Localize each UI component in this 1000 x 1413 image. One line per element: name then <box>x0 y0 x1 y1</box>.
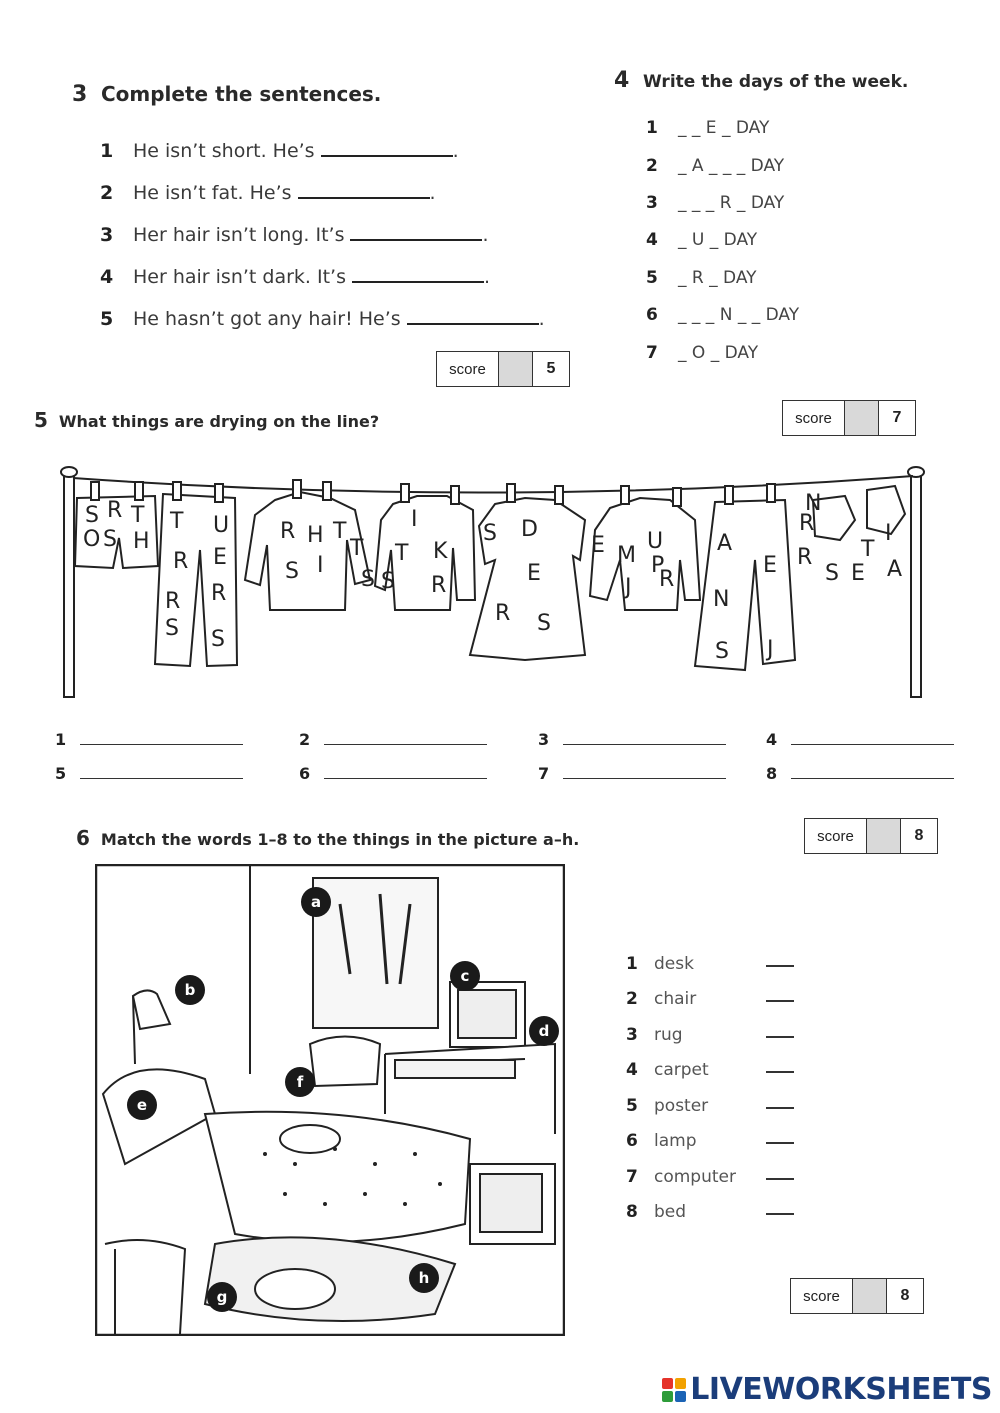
dress-item <box>470 484 585 660</box>
day-item-6[interactable]: 6 _ _ _ N _ _ DAY <box>646 305 800 325</box>
svg-text:U: U <box>647 529 664 554</box>
section-6-score-box <box>804 818 938 854</box>
day-item-1[interactable]: 1 _ _ E _ DAY <box>646 118 770 138</box>
svg-text:E: E <box>851 561 865 586</box>
answer-blank-1[interactable] <box>321 155 453 157</box>
svg-text:S: S <box>825 561 839 586</box>
answer-line-1[interactable]: 1 <box>55 730 243 749</box>
svg-text:I: I <box>885 521 892 546</box>
shorts-item <box>75 482 158 568</box>
sentence-3: 3 Her hair isn’t long. It’s . <box>100 224 489 246</box>
pole-right <box>911 472 921 697</box>
letter: S <box>103 527 117 552</box>
section-title: What things are drying on the line? <box>58 412 380 431</box>
section-3-title <box>72 82 381 107</box>
label-a: a <box>310 893 322 911</box>
answer-line-8[interactable]: 8 <box>766 764 954 783</box>
svg-text:H: H <box>307 523 324 548</box>
match-blank-2[interactable] <box>766 989 794 1002</box>
svg-text:T: T <box>350 536 364 561</box>
svg-text:D: D <box>521 517 538 542</box>
sentence-4: 4 Her hair isn’t dark. It’s . <box>100 266 491 288</box>
score-max: 7 <box>892 409 902 426</box>
svg-text:R: R <box>659 567 675 592</box>
svg-text:P: P <box>651 553 665 578</box>
answer-blank-2[interactable] <box>298 197 430 199</box>
sentence-text: Her hair isn’t long. It’s <box>133 224 345 246</box>
svg-text:T: T <box>333 519 347 544</box>
letter: R <box>107 498 123 523</box>
svg-text:R: R <box>799 511 815 536</box>
score-label: score <box>437 352 499 386</box>
section-6-title <box>76 826 579 850</box>
bedroom-picture <box>95 864 565 1336</box>
svg-text:S: S <box>285 559 299 584</box>
section-4-days <box>646 118 946 368</box>
svg-text:E: E <box>527 561 541 586</box>
svg-text:U: U <box>213 513 230 538</box>
svg-text:R: R <box>495 601 511 626</box>
answer-line-5[interactable]: 5 <box>55 764 243 783</box>
section-number: 5 <box>34 408 48 432</box>
trainers-item <box>797 486 905 586</box>
score-label: score <box>791 1279 853 1313</box>
section-5-score-box <box>782 400 916 436</box>
score-max: 8 <box>914 827 924 844</box>
section-number: 3 <box>72 82 88 107</box>
answer-line-4[interactable]: 4 <box>766 730 954 749</box>
score-label: score <box>805 819 867 853</box>
sentence-number: 1 <box>100 140 114 162</box>
sentence-5: 5 He hasn’t got any hair! He’s . <box>100 308 545 330</box>
svg-text:E: E <box>591 533 605 558</box>
svg-text:E: E <box>213 545 227 570</box>
match-item-6: 6 lamp <box>626 1131 796 1151</box>
match-blank-4[interactable] <box>766 1060 794 1073</box>
sentence-2: 2 He isn’t fat. He’s . <box>100 182 436 204</box>
sentence-1: 1 He isn’t short. He’s . <box>100 140 459 162</box>
answer-line-2[interactable]: 2 <box>299 730 487 749</box>
match-item-8: 8 bed <box>626 1202 796 1222</box>
section-3-sentences <box>100 140 570 340</box>
match-blank-7[interactable] <box>766 1167 794 1180</box>
svg-text:S: S <box>165 616 179 641</box>
answer-line-7[interactable]: 7 <box>538 764 726 783</box>
score-label: score <box>783 401 845 435</box>
label-b: b <box>184 981 196 999</box>
sentence-number: 2 <box>100 182 114 204</box>
answer-line-3[interactable]: 3 <box>538 730 726 749</box>
match-item-5: 5 poster <box>626 1096 796 1116</box>
jeans-item <box>695 484 795 670</box>
svg-text:S: S <box>381 569 395 594</box>
svg-text:M: M <box>617 543 636 568</box>
svg-text:J: J <box>625 575 632 600</box>
svg-text:S: S <box>537 611 551 636</box>
svg-text:A: A <box>887 557 903 582</box>
brand-name: LIVEWORKSHEETS <box>690 1372 992 1407</box>
answer-line-6[interactable]: 6 <box>299 764 487 783</box>
section-number: 4 <box>614 68 630 93</box>
svg-text:N: N <box>805 491 822 516</box>
tshirt-item <box>349 484 475 610</box>
match-item-7: 7 computer <box>626 1167 796 1187</box>
match-item-3: 3 rug <box>626 1025 796 1045</box>
letter: O <box>83 527 101 552</box>
sentence-text: He isn’t short. He’s <box>133 140 315 162</box>
answer-blank-4[interactable] <box>352 281 484 283</box>
section-5-title <box>34 408 379 432</box>
svg-text:E: E <box>763 553 777 578</box>
section-4-title <box>614 68 908 93</box>
svg-text:N: N <box>713 587 730 612</box>
score-input[interactable] <box>845 401 879 435</box>
label-d: d <box>538 1022 550 1040</box>
day-item-4[interactable]: 4 _ U _ DAY <box>646 230 758 250</box>
svg-text:S: S <box>361 567 375 592</box>
section-6-score-box-bottom <box>790 1278 924 1314</box>
section-title: Match the words 1–8 to the things in the picture a–h. <box>100 830 580 849</box>
answer-blank-3[interactable] <box>350 239 482 241</box>
clothesline-illustration <box>55 460 935 705</box>
score-input[interactable] <box>853 1279 887 1313</box>
svg-text:R: R <box>797 545 813 570</box>
day-item-3[interactable]: 3 _ _ _ R _ DAY <box>646 193 785 213</box>
svg-text:T: T <box>170 509 184 534</box>
washing-line <box>73 476 913 493</box>
sentence-number: 5 <box>100 308 114 330</box>
svg-text:R: R <box>173 549 189 574</box>
svg-text:A: A <box>717 531 733 556</box>
logo-icon <box>662 1378 686 1402</box>
svg-text:R: R <box>431 573 447 598</box>
match-item-4: 4 carpet <box>626 1060 796 1080</box>
svg-text:K: K <box>433 539 448 564</box>
svg-text:S: S <box>483 521 497 546</box>
sentence-number: 4 <box>100 266 114 288</box>
letter: H <box>133 529 150 554</box>
svg-text:R: R <box>165 589 181 614</box>
score-max: 8 <box>900 1287 910 1304</box>
svg-text:S: S <box>715 639 729 664</box>
label-c: c <box>460 967 470 985</box>
score-input[interactable] <box>499 352 533 386</box>
jumper-item <box>590 486 700 610</box>
match-blank-5[interactable] <box>766 1096 794 1109</box>
day-item-7[interactable]: 7 _ O _ DAY <box>646 343 759 363</box>
sentence-text: He hasn’t got any hair! He’s <box>133 308 401 330</box>
pole-left <box>64 472 74 697</box>
score-input[interactable] <box>867 819 901 853</box>
sentence-number: 3 <box>100 224 114 246</box>
svg-text:R: R <box>211 581 227 606</box>
section-6-word-list <box>626 954 806 1234</box>
label-e: e <box>136 1096 148 1114</box>
svg-text:I: I <box>317 553 324 578</box>
score-max: 5 <box>546 360 556 377</box>
match-blank-6[interactable] <box>766 1131 794 1144</box>
day-item-2[interactable]: 2 _ A _ _ _ DAY <box>646 156 785 176</box>
svg-text:S: S <box>211 627 225 652</box>
match-item-2: 2 chair <box>626 989 796 1009</box>
match-item-1: 1 desk <box>626 954 796 974</box>
section-3-score-box <box>436 351 570 387</box>
svg-text:R: R <box>280 519 296 544</box>
answer-blank-5[interactable] <box>407 323 539 325</box>
svg-text:I: I <box>411 507 418 532</box>
letter: T <box>131 503 145 528</box>
section-title: Complete the sentences. <box>100 82 382 106</box>
trousers-item <box>155 482 237 666</box>
svg-text:J: J <box>767 637 774 662</box>
svg-text:T: T <box>861 537 875 562</box>
label-h: h <box>418 1269 430 1287</box>
day-item-5[interactable]: 5 _ R _ DAY <box>646 268 757 288</box>
label-f: f <box>296 1073 304 1091</box>
match-blank-8[interactable] <box>766 1202 794 1215</box>
letter: S <box>85 503 99 528</box>
liveworksheets-logo[interactable] <box>662 1372 992 1407</box>
svg-text:T: T <box>395 541 409 566</box>
sentence-text: He isn’t fat. He’s <box>133 182 292 204</box>
poster-shape <box>310 878 438 1028</box>
sentence-text: Her hair isn’t dark. It’s <box>133 266 346 288</box>
section-number: 6 <box>76 826 90 850</box>
match-blank-3[interactable] <box>766 1025 794 1038</box>
label-g: g <box>216 1288 228 1306</box>
section-title: Write the days of the week. <box>642 72 909 92</box>
match-blank-1[interactable] <box>766 954 794 967</box>
